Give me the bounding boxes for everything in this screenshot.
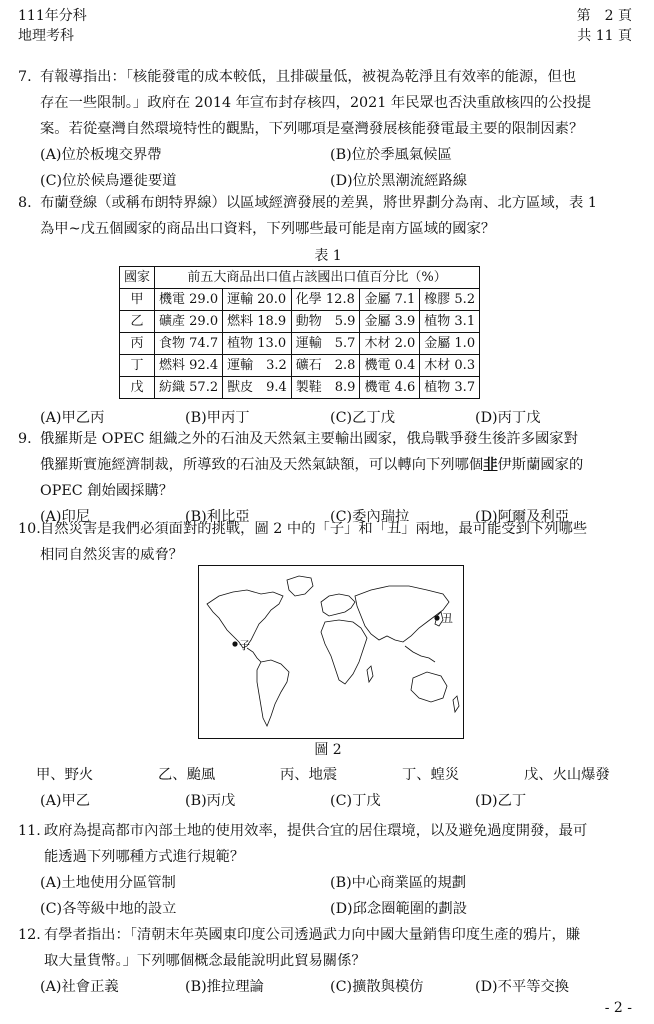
figure-caption: 圖 2 [314,742,342,758]
option-d[interactable]: (D)位於黑潮流經路線 [330,173,467,189]
map-label-chou: 丑 [442,612,453,625]
question-text: 有報導指出：「核能發電的成本較低，且排碳量低，被視為乾淨且有效率的能源，但也 存在一些限制。」政府在 2014 年宣布封存核四，2021 年民眾也否決重啟核四的公投提 案。若從臺灣自然環境特性的觀點，下列哪項是臺灣發展核能發電最主要的限制因素？ [40,69,592,137]
options [40,788,638,814]
option-a[interactable]: (A)甲乙 [40,793,91,809]
options [40,870,638,922]
header-left [18,6,87,46]
question-11 [18,818,638,922]
question-text: 俄羅斯是 OPEC 組織之外的石油及天然氣主要輸出國家，俄烏戰爭發生後許多國家對 俄羅斯實施經濟制裁，所導致的石油及天然氣缺額，可以轉向下列哪個非伊斯蘭國家的 OPEC 創始國採購？ [40,431,584,499]
world-map-svg [199,566,463,738]
greenland-outline [287,576,313,596]
table-row: 乙 礦產 29.0 燃料 18.9 動物 5.9 金屬 3.9 植物 3.1 [120,311,480,333]
option-c[interactable]: (C)各等級中地的設立 [40,901,177,917]
option-d[interactable]: (D)邱念圈範圍的劃設 [330,901,467,917]
hazard-item: 甲、野火 [36,767,94,783]
option-a[interactable]: (A)甲乙丙 [40,410,105,426]
table-row: 丙 食物 74.7 植物 13.0 運輸 5.7 木材 2.0 金屬 1.0 [120,333,480,355]
option-c[interactable]: (C)位於候鳥遷徙要道 [40,173,177,189]
question-9 [18,426,638,530]
option-b[interactable]: (B)推拉理論 [185,979,264,995]
option-c[interactable]: (C)丁戊 [330,793,381,809]
table-caption: 表 1 [314,248,342,264]
page-number: 第 2 頁 [576,8,632,24]
world-map [198,565,464,739]
hazard-item: 丁、蝗災 [402,767,460,783]
option-c[interactable]: (C)委內瑞拉 [330,509,410,525]
table-header-country: 國家 [120,267,155,289]
question-8 [18,190,638,431]
exam-subject: 地理考科 [18,28,74,44]
table-row: 丁 燃料 92.4 運輸 3.2 礦石 2.8 機電 0.4 木材 0.3 [120,355,480,377]
option-a[interactable]: (A)土地使用分區管制 [40,875,176,891]
australia-outline [411,672,447,702]
hazard-item: 戊、火山爆發 [524,767,610,783]
hazard-item: 丙、地震 [280,767,338,783]
question-text: 布蘭登線（或稱布朗特界線）以區域經濟發展的差異，將世界劃分為南、北方區域，表 1 為甲~戊五個國家的商品出口資料，下列哪些最可能是南方區域的國家？ [40,195,597,237]
option-d[interactable]: (D)不平等交換 [475,979,570,995]
total-pages: 共 11 頁 [577,28,632,44]
option-d[interactable]: (D)乙丁 [475,793,527,809]
southeast-asia-outline [405,646,435,662]
question-text: 自然災害是我們必須面對的挑戰，圖 2 中的「子」和「丑」兩地，最可能受到下列哪些 相同自然災害的威脅？ [40,521,588,563]
question-7 [18,64,638,194]
option-a[interactable]: (A)位於板塊交界帶 [40,147,162,163]
question-10-items [18,738,638,814]
option-b[interactable]: (B)利比亞 [185,509,250,525]
option-b[interactable]: (B)中心商業區的規劃 [330,875,467,891]
emphasis-not: 非 [483,457,498,473]
hazard-items [36,762,638,788]
option-d[interactable]: (D)阿爾及利亞 [475,509,570,525]
question-number: 12. [18,927,41,943]
question-text: 政府為提高都市內部土地的使用效率，提供合宜的居住環境，以及避免過度開發，最可 能透過下列哪種方式進行規範？ [44,823,588,865]
option-d[interactable]: (D)丙丁戊 [475,410,541,426]
exam-year: 111年分科 [18,8,87,24]
asia-outline [355,586,449,642]
question-number: 7. [18,69,32,85]
table-row: 戊 紡織 57.2 獸皮 9.4 製鞋 8.9 機電 4.6 植物 3.7 [120,377,480,399]
marker-chou [434,615,439,620]
table-header-share: 前五大商品出口值占該國出口值百分比（%） [155,267,480,289]
option-b[interactable]: (B)甲丙丁 [185,410,250,426]
table-row: 甲 機電 29.0 運輸 20.0 化學 12.8 金屬 7.1 橡膠 5.2 [120,289,480,311]
europe-outline [321,594,355,616]
madagascar-outline [367,666,373,682]
option-c[interactable]: (C)乙丁戊 [330,410,395,426]
question-number: 11. [18,823,41,839]
page-footer: - 2 - [604,1000,632,1016]
question-text: 有學者指出：「清朝末年英國東印度公司透過武力向中國大量銷售印度生產的鴉片，賺 取大量貨幣。」下列哪個概念最能說明此貿易關係？ [44,927,581,969]
question-10 [18,516,638,568]
hazard-item: 乙、颱風 [158,767,216,783]
marker-zi [232,641,237,646]
option-b[interactable]: (B)位於季風氣候區 [330,147,452,163]
new-zealand-outline [453,696,459,712]
question-12 [18,922,638,1000]
header-right [577,6,632,46]
option-a[interactable]: (A)印尼 [40,509,91,525]
question-number: 10. [18,521,41,537]
map-label-zi: 子 [239,639,250,652]
table-header-row [120,267,480,289]
south-america-outline [257,660,289,726]
question-number: 8. [18,195,32,211]
option-b[interactable]: (B)丙戊 [185,793,236,809]
africa-outline [321,620,367,684]
option-a[interactable]: (A)社會正義 [40,979,119,995]
options [40,142,638,194]
question-number: 9. [18,431,32,447]
options [40,974,638,1000]
option-c[interactable]: (C)擴散與模仿 [330,979,424,995]
export-table [119,266,480,399]
